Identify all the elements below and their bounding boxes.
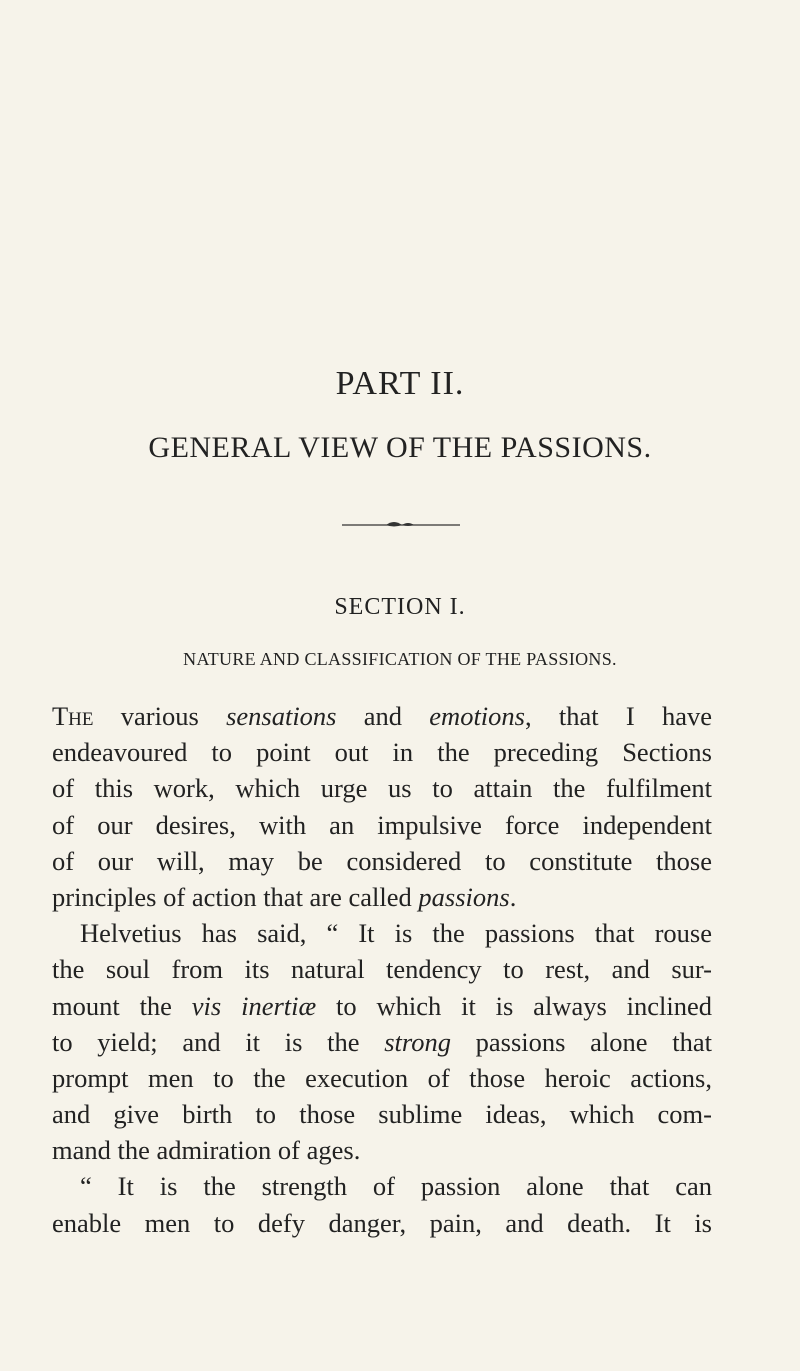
- text-line: of our desires, with an impulsive force independent: [52, 809, 712, 840]
- chapter-title: GENERAL VIEW OF THE PASSIONS.: [148, 431, 652, 464]
- body-text: [52, 698, 712, 1241]
- text-line: prompt men to the execution of those heroic actions,: [52, 1062, 712, 1093]
- text-line: endeavoured to point out in the preceding Sections: [52, 737, 712, 768]
- part-title: PART II.: [335, 365, 465, 402]
- text-line: The various sensations and emotions, that I have: [52, 701, 712, 731]
- italic-term: passions: [418, 881, 510, 912]
- text-line: principles of action that are called passions.: [52, 881, 517, 912]
- section-subtitle: NATURE AND CLASSIFICATION OF THE PASSIONS.: [183, 649, 617, 669]
- italic-term: sensations: [226, 701, 337, 731]
- text-line: “ It is the strength of passion alone that can: [80, 1171, 712, 1202]
- section-title: SECTION I.: [334, 594, 466, 620]
- text-line: to yield; and it is the strong passions alone that: [52, 1026, 713, 1057]
- text-line: and give birth to those sublime ideas, which com-: [52, 1099, 712, 1130]
- italic-term: vis inertiæ: [191, 990, 317, 1021]
- text-line: mount the vis inertiæ to which it is always inclined: [52, 990, 712, 1021]
- text-line: of our will, may be considered to constitute those: [52, 845, 712, 876]
- ornament-divider-icon: [342, 519, 460, 531]
- text-line: the soul from its natural tendency to rest, and sur-: [52, 954, 712, 985]
- italic-term: emotions: [429, 701, 525, 731]
- text-line: of this work, which urge us to attain the fulfilment: [52, 773, 712, 804]
- text-line: enable men to defy danger, pain, and death. It is: [52, 1207, 712, 1238]
- text-line: Helvetius has said, “ It is the passions that rouse: [80, 918, 712, 949]
- text-line: mand the admiration of ages.: [52, 1135, 361, 1166]
- italic-term: strong: [384, 1026, 451, 1057]
- opening-word: The: [52, 701, 94, 731]
